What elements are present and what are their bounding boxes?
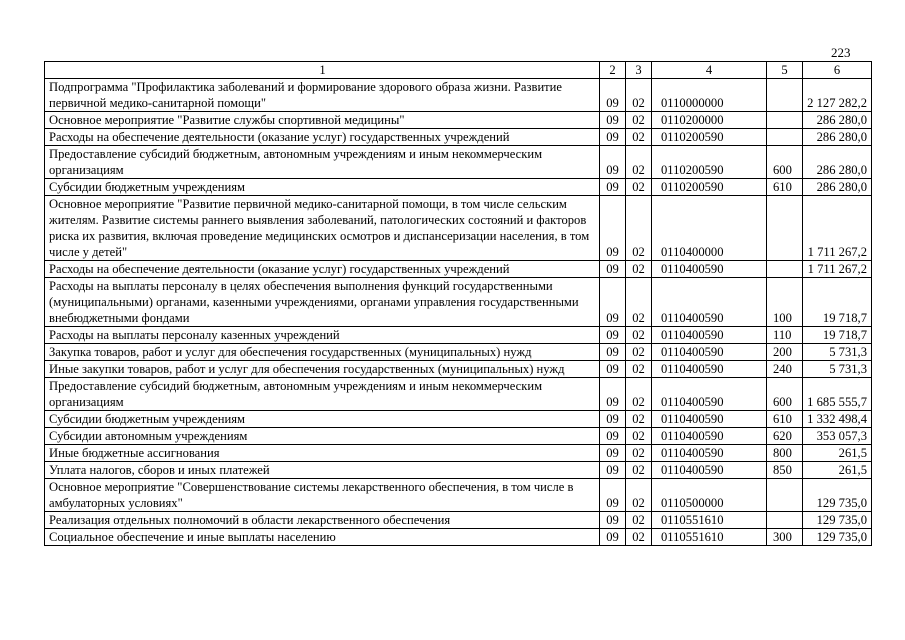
row-amount: 286 280,0 [803,129,872,146]
row-name: Субсидии бюджетным учреждениям [45,179,600,196]
row-subsection: 02 [626,529,652,546]
row-expense-type: 800 [767,445,803,462]
row-expense-type: 600 [767,146,803,179]
row-subsection: 02 [626,278,652,327]
table-row [45,428,872,445]
budget-table [44,61,872,546]
table-row [45,344,872,361]
header-col-5: 5 [767,62,803,79]
row-section: 09 [600,378,626,411]
table-row [45,479,872,512]
row-section: 09 [600,112,626,129]
row-expense-type [767,79,803,112]
table-row [45,278,872,327]
row-expense-type: 100 [767,278,803,327]
row-expense-type [767,112,803,129]
row-name: Основное мероприятие "Совершенствование системы лекарственного обеспечения, в том числе в амбулаторных условиях" [45,479,600,512]
row-subsection: 02 [626,196,652,261]
row-amount: 5 731,3 [803,361,872,378]
table-row [45,327,872,344]
row-name: Уплата налогов, сборов и иных платежей [45,462,600,479]
row-target-code: 0110500000 [652,479,767,512]
row-subsection: 02 [626,146,652,179]
row-expense-type [767,261,803,278]
row-name: Подпрограмма "Профилактика заболеваний и формирование здорового образа жизни. Развитие первичной медико-санитарной помощи" [45,79,600,112]
table-row [45,196,872,261]
row-name: Закупка товаров, работ и услуг для обеспечения государственных (муниципальных) нужд [45,344,600,361]
row-amount: 1 332 498,4 [803,411,872,428]
row-subsection: 02 [626,378,652,411]
row-expense-type: 200 [767,344,803,361]
table-row [45,378,872,411]
row-target-code: 0110400590 [652,261,767,278]
row-name: Предоставление субсидий бюджетным, автономным учреждениям и иным некоммерческим организациям [45,146,600,179]
row-expense-type: 610 [767,411,803,428]
row-section: 09 [600,79,626,112]
header-col-2: 2 [600,62,626,79]
row-section: 09 [600,428,626,445]
row-subsection: 02 [626,411,652,428]
row-amount: 19 718,7 [803,327,872,344]
table-row [45,79,872,112]
row-section: 09 [600,411,626,428]
row-subsection: 02 [626,512,652,529]
table-row [45,361,872,378]
row-expense-type: 620 [767,428,803,445]
row-target-code: 0110400590 [652,445,767,462]
row-subsection: 02 [626,112,652,129]
row-expense-type [767,479,803,512]
row-amount: 2 127 282,2 [803,79,872,112]
row-expense-type: 610 [767,179,803,196]
row-name: Расходы на обеспечение деятельности (оказание услуг) государственных учреждений [45,129,600,146]
row-name: Расходы на обеспечение деятельности (оказание услуг) государственных учреждений [45,261,600,278]
row-subsection: 02 [626,479,652,512]
table-row [45,112,872,129]
row-target-code: 0110400590 [652,378,767,411]
row-subsection: 02 [626,327,652,344]
row-target-code: 0110200590 [652,129,767,146]
row-subsection: 02 [626,261,652,278]
row-name: Расходы на выплаты персоналу в целях обеспечения выполнения функций государственными (муниципальными) органами, казенными учреждениями, органами управления государственными внебюджетными фондами [45,278,600,327]
row-target-code: 0110400590 [652,462,767,479]
row-name: Основное мероприятие "Развитие службы спортивной медицины" [45,112,600,129]
row-amount: 129 735,0 [803,512,872,529]
row-subsection: 02 [626,462,652,479]
table-row [45,146,872,179]
row-subsection: 02 [626,361,652,378]
row-subsection: 02 [626,129,652,146]
row-section: 09 [600,445,626,462]
row-name: Реализация отдельных полномочий в области лекарственного обеспечения [45,512,600,529]
row-target-code: 0110400590 [652,361,767,378]
row-subsection: 02 [626,428,652,445]
table-header-row [45,62,872,79]
row-section: 09 [600,129,626,146]
table-row [45,411,872,428]
row-name: Субсидии автономным учреждениям [45,428,600,445]
row-section: 09 [600,462,626,479]
table-row [45,529,872,546]
row-amount: 286 280,0 [803,146,872,179]
row-section: 09 [600,512,626,529]
row-expense-type [767,196,803,261]
row-amount: 5 731,3 [803,344,872,361]
row-section: 09 [600,361,626,378]
row-amount: 1 711 267,2 [803,261,872,278]
table-row [45,445,872,462]
row-amount: 286 280,0 [803,112,872,129]
row-target-code: 0110400590 [652,344,767,361]
row-target-code: 0110400000 [652,196,767,261]
table-row [45,179,872,196]
row-subsection: 02 [626,445,652,462]
row-subsection: 02 [626,179,652,196]
row-target-code: 0110200000 [652,112,767,129]
table-body [45,62,872,546]
row-subsection: 02 [626,79,652,112]
row-section: 09 [600,479,626,512]
row-target-code: 0110200590 [652,146,767,179]
row-name: Иные закупки товаров, работ и услуг для обеспечения государственных (муниципальных) нужд [45,361,600,378]
header-col-4: 4 [652,62,767,79]
row-section: 09 [600,146,626,179]
row-name: Расходы на выплаты персоналу казенных учреждений [45,327,600,344]
row-amount: 129 735,0 [803,479,872,512]
row-amount: 19 718,7 [803,278,872,327]
row-expense-type: 240 [767,361,803,378]
row-amount: 261,5 [803,462,872,479]
row-section: 09 [600,327,626,344]
row-amount: 353 057,3 [803,428,872,445]
row-section: 09 [600,261,626,278]
header-col-3: 3 [626,62,652,79]
row-expense-type: 850 [767,462,803,479]
table-row [45,129,872,146]
row-target-code: 0110400590 [652,428,767,445]
row-name: Предоставление субсидий бюджетным, автономным учреждениям и иным некоммерческим организациям [45,378,600,411]
row-section: 09 [600,196,626,261]
row-target-code: 0110400590 [652,327,767,344]
row-amount: 286 280,0 [803,179,872,196]
table-row [45,512,872,529]
table-row [45,261,872,278]
row-section: 09 [600,278,626,327]
row-name: Субсидии бюджетным учреждениям [45,411,600,428]
row-target-code: 0110400590 [652,411,767,428]
row-subsection: 02 [626,344,652,361]
row-section: 09 [600,529,626,546]
row-amount: 1 685 555,7 [803,378,872,411]
row-amount: 129 735,0 [803,529,872,546]
row-section: 09 [600,179,626,196]
row-expense-type: 600 [767,378,803,411]
row-name: Иные бюджетные ассигнования [45,445,600,462]
row-expense-type [767,512,803,529]
header-col-6: 6 [803,62,872,79]
row-target-code: 0110200590 [652,179,767,196]
header-col-1: 1 [45,62,600,79]
page-number: 223 [831,45,851,60]
table-row [45,462,872,479]
row-name: Социальное обеспечение и иные выплаты населению [45,529,600,546]
row-expense-type: 110 [767,327,803,344]
row-target-code: 0110551610 [652,529,767,546]
row-target-code: 0110400590 [652,278,767,327]
row-expense-type: 300 [767,529,803,546]
row-amount: 261,5 [803,445,872,462]
row-target-code: 0110551610 [652,512,767,529]
row-amount: 1 711 267,2 [803,196,872,261]
row-section: 09 [600,344,626,361]
row-name: Основное мероприятие "Развитие первичной медико-санитарной помощи, в том числе сельским жителям. Развитие системы раннего выявления заболеваний, патологических состояний и факторов риска их развития, включая проведение медицинских осмотров и диспансеризации населения, в том числе у детей" [45,196,600,261]
row-expense-type [767,129,803,146]
row-target-code: 0110000000 [652,79,767,112]
